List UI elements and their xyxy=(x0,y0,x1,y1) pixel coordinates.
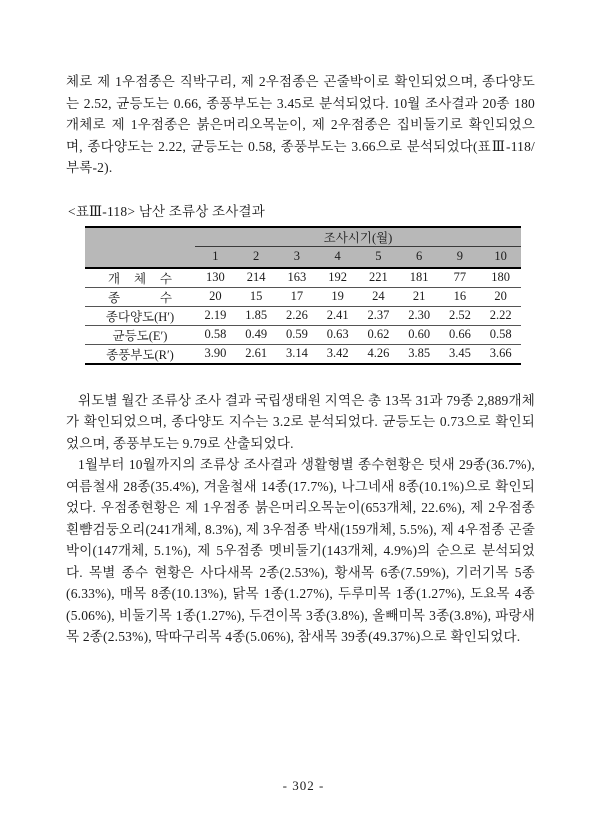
table-cell: 2.52 xyxy=(440,306,481,325)
table-cell: 221 xyxy=(358,268,399,288)
table-cell: 0.66 xyxy=(440,325,481,344)
table-cell: 130 xyxy=(195,268,236,288)
table-cell: 3.90 xyxy=(204,346,227,360)
table-header xyxy=(85,227,521,268)
table-cell: 2.22 xyxy=(480,306,521,325)
page-number: - 302 - xyxy=(282,778,325,793)
month-header-cell: 10 xyxy=(480,246,521,268)
table-cell: 4.26 xyxy=(367,346,390,360)
table-cell: 0.60 xyxy=(399,325,440,344)
table-cell: 2.41 xyxy=(317,306,358,325)
table-row xyxy=(85,268,521,288)
table-cell: 2.30 xyxy=(399,306,440,325)
table-cell: 77 xyxy=(440,268,481,288)
table-cell: 20 xyxy=(480,287,521,306)
month-header-cell: 9 xyxy=(440,246,481,268)
table-cell: 19 xyxy=(317,287,358,306)
row-label: 종풍부도(R′) xyxy=(106,347,174,362)
table-cell: 0.62 xyxy=(358,325,399,344)
row-label: 종다양도(H′) xyxy=(85,306,195,325)
table-cell: 21 xyxy=(399,287,440,306)
table-cell: 180 xyxy=(480,268,521,288)
table-cell: 3.85 xyxy=(408,346,431,360)
month-header-cell: 1 xyxy=(195,246,236,268)
table-cell: 24 xyxy=(358,287,399,306)
paragraph-species-composition: 1월부터 10월까지의 조류상 조사결과 생활형별 종수현황은 텃새 29종(36.7%), 여름철새 28종(35.4%), 겨울철새 14종(17.7%), 나그네새 8종(10.1%)으로 확인되었다. 우점종현황은 제 1우점종 붉은머리오목눈이(653개체, 22.6%), 제 2우점종 흰뺨검둥오리(241개체, 8.3%), 제 3우점종 박새(159개체, 5.5%), 제 4우점종 곤줄박이(147개체, 5.1%), 제 5우점종 멧비둘기(143개체, 4.9%)의 순으로 분석되었다. 목별 종수 현황은 사다새목 2종(2.53%), 황새목 6종(7.59%), 기러기목 5종(6.33%), 매목 8종(10.13%), 닭목 1종(1.27%), 두루미목 1종(1.27%), 도요목 4종(5.06%), 비둘기목 1종(1.27%), 두견이목 3종(3.8%), 올빼미목 3종(3.8%), 파랑새목 2종(2.53%), 딱따구리목 4종(5.06%), 참새목 39종(49.37%)으로 확인되었다. xyxy=(66,457,535,644)
table-cell: 181 xyxy=(399,268,440,288)
table-cell: 2.19 xyxy=(195,306,236,325)
table-cell: 3.66 xyxy=(489,346,512,360)
table-cell: 0.58 xyxy=(480,325,521,344)
table-cell: 16 xyxy=(440,287,481,306)
table-caption: <표Ⅲ-118> 남산 조류상 조사결과 xyxy=(68,203,266,219)
table-cell: 2.26 xyxy=(277,306,318,325)
row-label: 균등도(E′) xyxy=(85,325,195,344)
row-label: 종 수 xyxy=(85,287,195,306)
survey-period-header: 조사시기(월) xyxy=(195,227,521,247)
month-header-cell: 6 xyxy=(399,246,440,268)
table-cell: 3.42 xyxy=(326,346,349,360)
table-row xyxy=(85,325,521,344)
table-cell: 15 xyxy=(236,287,277,306)
table-cell: 17 xyxy=(277,287,318,306)
month-header-cell: 3 xyxy=(277,246,318,268)
bird-survey-table xyxy=(85,226,521,365)
table-cell: 0.58 xyxy=(195,325,236,344)
table-cell: 0.63 xyxy=(317,325,358,344)
table-cell: 3.45 xyxy=(448,346,471,360)
paragraph-dominant-species: 체로 제 1우점종은 직박구리, 제 2우점종은 곤줄박이로 확인되었으며, 종다양도는 2.52, 균등도는 0.66, 종풍부도는 3.45로 분석되었다. 10월 조사결과 20종 180개체로 제 1우점종은 붉은머리오목눈이, 제 2우점종은 집비둘기로 확인되었으며, 종다양도는 2.22, 균등도는 0.58, 종풍부도는 3.66으로 분석되었다(표Ⅲ-118/부록-2). xyxy=(66,74,535,175)
table-row xyxy=(85,306,521,325)
month-header-cell: 4 xyxy=(317,246,358,268)
month-header-cell: 5 xyxy=(358,246,399,268)
table-cell: 214 xyxy=(236,268,277,288)
table-row xyxy=(85,344,521,364)
table-body xyxy=(85,268,521,364)
table-cell: 0.59 xyxy=(277,325,318,344)
table-cell: 192 xyxy=(317,268,358,288)
table-cell: 0.49 xyxy=(236,325,277,344)
table-cell: 20 xyxy=(195,287,236,306)
table-cell: 2.37 xyxy=(358,306,399,325)
paragraph-monthly-summary: 위도별 월간 조류상 조사 결과 국립생태원 지역은 총 13목 31과 79종 2,889개체가 확인되었으며, 종다양도 지수는 3.2로 분석되었다. 균등도는 0.73으로 확인되었으며, 종풍부도는 9.79로 산출되었다. xyxy=(66,392,535,451)
table-cell: 163 xyxy=(277,268,318,288)
month-header-cell: 2 xyxy=(236,246,277,268)
row-label-header-cell xyxy=(85,227,195,268)
table-row xyxy=(85,287,521,306)
table-cell: 1.85 xyxy=(236,306,277,325)
table-cell: 3.14 xyxy=(285,346,308,360)
table-cell: 2.61 xyxy=(245,346,268,360)
row-label: 개 체 수 xyxy=(85,268,195,288)
